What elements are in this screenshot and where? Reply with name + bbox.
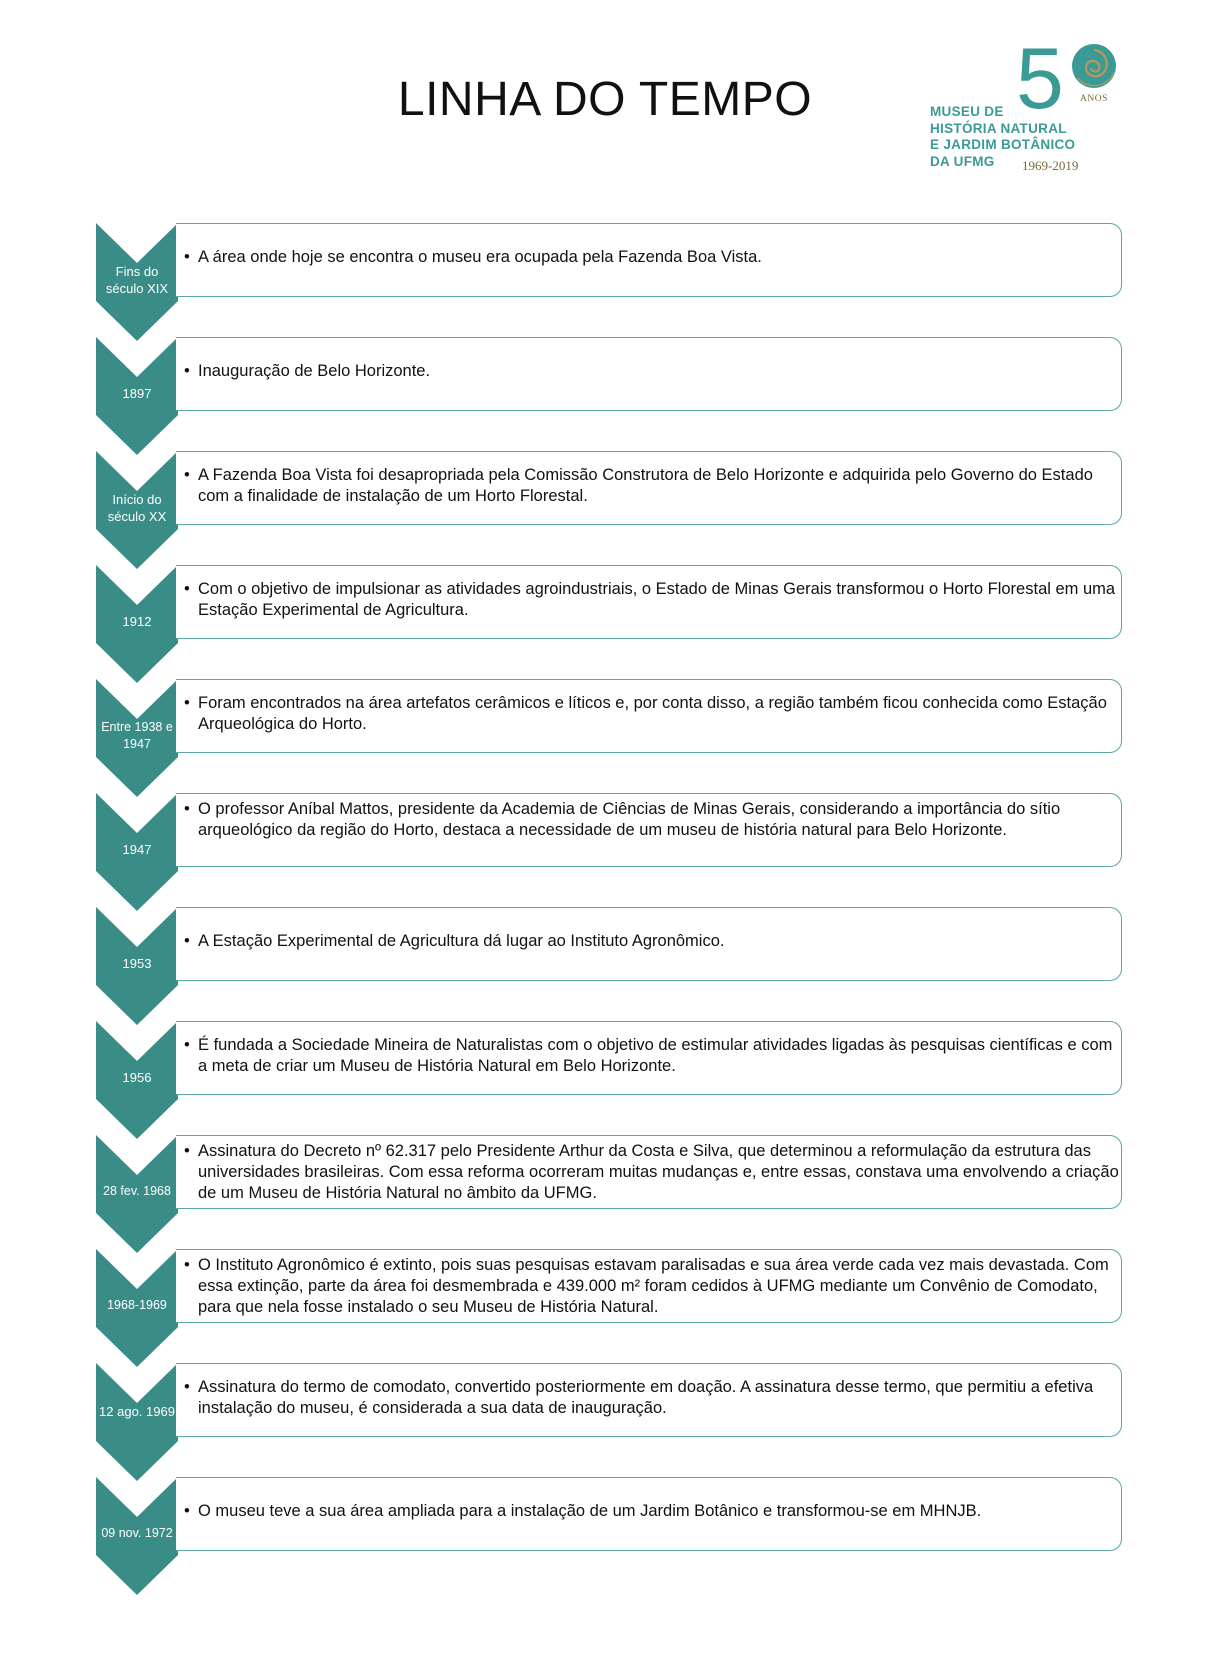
bullet-icon: • — [184, 932, 190, 950]
event-date: Fins do século XIX — [105, 264, 169, 296]
event-text: A área onde hoje se encontra o museu era ocupada pela Fazenda Boa Vista. — [198, 248, 762, 266]
event-date: 28 fev. 1968 — [103, 1184, 171, 1198]
event-description — [184, 1501, 1120, 1522]
event-text: O Instituto Agronômico é extinto, pois suas pesquisas estavam paralisadas e sua área verde cada vez mais devastada. Com essa extinção, parte da área foi desmembrada e 439.000 m² foram cedidos à UFMG mediante um Convênio de Comodato, para que nela fosse instalado o seu Museu de História Natural. — [198, 1256, 1109, 1316]
event-text: Assinatura do Decreto nº 62.317 pelo Presidente Arthur da Costa e Silva, que determinou a reformulação da estrutura das universidades brasileiras. Com essa reforma ocorreram muitas mudanças e, entre essas, constava uma envolvendo a criação de um Museu de História Natural no âmbito da UFMG. — [198, 1142, 1119, 1202]
event-description — [184, 579, 1120, 621]
event-date: Início do século XX — [107, 492, 167, 524]
event-text: A Estação Experimental de Agricultura dá lugar ao Instituto Agronômico. — [198, 932, 725, 950]
timeline-event — [0, 1135, 1210, 1255]
chevron-down-icon — [96, 1363, 176, 1483]
bullet-icon: • — [184, 1378, 190, 1396]
timeline-event — [0, 565, 1210, 685]
bullet-icon: • — [184, 362, 190, 380]
timeline-event — [0, 1021, 1210, 1141]
event-date: 1968-1969 — [107, 1298, 167, 1312]
event-text: O professor Aníbal Mattos, presidente da Academia de Ciências de Minas Gerais, considerando a importância do sítio arqueológico da região do Horto, destaca a necessidade de um museu de história natural para Belo Horizonte. — [198, 800, 1061, 839]
logo-years: 1969-2019 — [1022, 158, 1079, 173]
logo-anos-label: ANOS — [1080, 94, 1108, 104]
event-description — [184, 465, 1120, 507]
event-date: 1953 — [122, 956, 152, 971]
bullet-icon: • — [184, 694, 190, 712]
event-text: É fundada a Sociedade Mineira de Naturalistas com o objetivo de estimular atividades ligadas às pesquisas científicas e com a meta de criar um Museu de História Natural em Belo Horizonte. — [198, 1036, 1113, 1075]
timeline-event — [0, 679, 1210, 799]
logo-museum-line: E JARDIM BOTÂNICO — [930, 137, 1076, 152]
event-description — [184, 931, 1120, 952]
event-date: Entre 1938 e 1947 — [101, 720, 173, 751]
logo-museum-line: HISTÓRIA NATURAL — [930, 120, 1067, 136]
event-description — [184, 1141, 1120, 1204]
bullet-icon: • — [184, 466, 190, 484]
logo-museum-line: MUSEU DE — [930, 104, 1004, 119]
bullet-icon: • — [184, 1256, 190, 1274]
event-text: Assinatura do termo de comodato, convertido posteriormente em doação. A assinatura desse termo, que permitiu a efetiva instalação do museu, é considerada a sua data de inauguração. — [198, 1378, 1094, 1417]
event-text: A Fazenda Boa Vista foi desapropriada pela Comissão Construtora de Belo Horizonte e adquirida pelo Governo do Estado com a finalidade de instalação de um Horto Florestal. — [198, 466, 1093, 505]
event-date: 1956 — [122, 1070, 152, 1085]
event-date: 1897 — [122, 386, 152, 401]
timeline-event — [0, 793, 1210, 913]
timeline-event — [0, 1363, 1210, 1483]
page-title: LINHA DO TEMPO — [397, 73, 813, 126]
event-text: Inauguração de Belo Horizonte. — [198, 362, 431, 380]
bullet-icon: • — [184, 580, 190, 598]
timeline-event — [0, 337, 1210, 457]
bullet-icon: • — [184, 1036, 190, 1054]
event-date: 1912 — [122, 614, 152, 629]
bullet-icon: • — [184, 1142, 190, 1160]
event-description — [184, 247, 1120, 268]
logo-museum-line: DA UFMG — [930, 153, 995, 169]
event-description — [184, 799, 1120, 841]
event-date: 1947 — [122, 842, 152, 857]
timeline-event — [0, 451, 1210, 571]
timeline-event — [0, 1249, 1210, 1369]
timeline-event — [0, 223, 1210, 343]
event-description — [184, 361, 1120, 382]
timeline-event — [0, 1477, 1210, 1597]
bullet-icon: • — [184, 800, 190, 818]
event-description — [184, 1255, 1120, 1318]
event-description — [184, 693, 1120, 735]
event-date: 09 nov. 1972 — [101, 1526, 173, 1540]
event-text: O museu teve a sua área ampliada para a instalação de um Jardim Botânico e transformou-se em MHNJB. — [198, 1502, 982, 1520]
event-text: Com o objetivo de impulsionar as atividades agroindustriais, o Estado de Minas Gerais transformou o Horto Florestal em uma Estação Experimental de Agricultura. — [198, 580, 1116, 619]
event-text: Foram encontrados na área artefatos cerâmicos e líticos e, por conta disso, a região também ficou conhecida como Estação Arqueológica do Horto. — [198, 694, 1107, 733]
bullet-icon: • — [184, 1502, 190, 1520]
event-description — [184, 1035, 1120, 1077]
svg-text:5: 5 — [1016, 38, 1064, 118]
timeline-event — [0, 907, 1210, 1027]
event-date: 12 ago. 1969 — [99, 1404, 175, 1419]
bullet-icon: • — [184, 248, 190, 266]
event-description — [184, 1377, 1120, 1419]
